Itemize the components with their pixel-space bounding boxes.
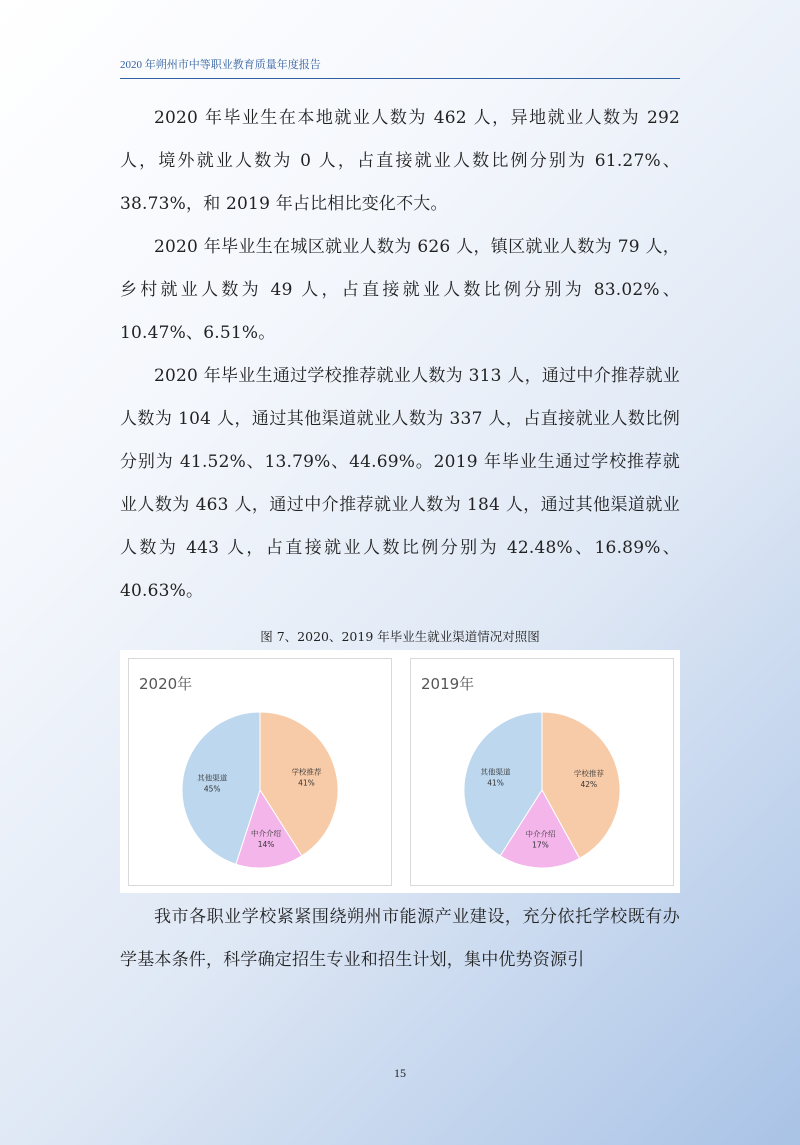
- chart-panel-2019: [410, 658, 674, 886]
- pie-label-school-recommend: 学校推荐: [291, 767, 322, 777]
- page-number: 15: [394, 1066, 406, 1080]
- pie-chart-2020: [129, 659, 391, 885]
- figure-caption: 图 7、2020、2019 年毕业生就业渠道情况对照图: [260, 629, 540, 644]
- pie-label-other-channels: 其他渠道: [480, 767, 511, 777]
- pie-label-school-recommend: 学校推荐: [573, 768, 604, 778]
- chart-panel-2020: [128, 658, 392, 886]
- report-header: 2020 年朔州市中等职业教育质量年度报告: [120, 56, 680, 79]
- chart-title-2020: 2020年: [139, 675, 193, 693]
- paragraph-school-admissions: 我市各职业学校紧紧围绕朔州市能源产业建设，充分依托学校既有办学基本条件，科学确定招生专业和招生计划，集中优势资源引: [120, 907, 680, 970]
- paragraph-employment-channel: 2020 年毕业生通过学校推荐就业人数为 313 人，通过中介推荐就业人数为 104 人，通过其他渠道就业人数为 337 人，占直接就业人数比例分别为 41.52%、13.79%、44.69%。2019 年毕业生通过学校推荐就业人数为 463 人，通过中介推荐就业人数为 184 人，通过其他渠道就业人数为 443 人，占直接就业人数比例分别为 42.48%、16.89%、40.63%。: [120, 366, 680, 601]
- pie-label-agency-intro: 中介介绍: [525, 829, 556, 839]
- pie-value-school-recommend: 41%: [298, 778, 315, 788]
- pie-chart-2019: [411, 659, 673, 885]
- chart-title-2019: 2019年: [421, 675, 475, 693]
- paragraph-employment-location: 2020 年毕业生在本地就业人数为 462 人，异地就业人数为 292 人，境外就业人数为 0 人，占直接就业人数比例分别为 61.27%、38.73%，和 2019 年占比相比变化不大。: [120, 108, 680, 214]
- pie-label-agency-intro: 中介介绍: [251, 828, 282, 838]
- pie-value-other-channels: 41%: [487, 778, 504, 788]
- figure-pie-charts: [120, 650, 680, 893]
- pie-value-agency-intro: 14%: [257, 839, 275, 849]
- pie-value-agency-intro: 17%: [532, 840, 549, 850]
- pie-label-other-channels: 其他渠道: [197, 773, 228, 783]
- paragraph-employment-area: 2020 年毕业生在城区就业人数为 626 人，镇区就业人数为 79 人，乡村就业人数为 49 人，占直接就业人数比例分别为 83.02%、10.47%、6.51%。: [120, 237, 680, 343]
- pie-value-school-recommend: 42%: [580, 779, 598, 789]
- pie-value-other-channels: 45%: [203, 784, 221, 794]
